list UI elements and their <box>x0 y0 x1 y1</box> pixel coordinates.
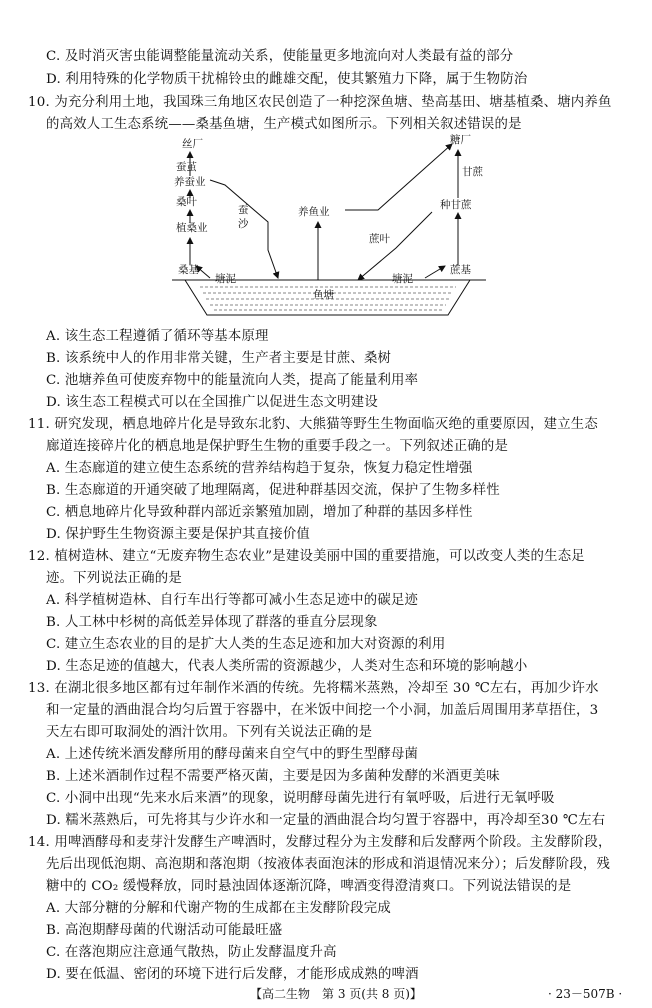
label-cane-farm: 种甘蔗 <box>440 199 472 211</box>
q10-option-b: B. 该系统中人的作用非常关键，生产者主要是甘蔗、桑树 <box>46 351 392 366</box>
q13-option-d: D. 糯米蒸熟后，可先将其与少许水和一定量的酒曲混合均匀置于容器中，再冷却至30 ℃左右 <box>46 813 606 828</box>
label-cocoon: 蚕茧 <box>176 161 197 173</box>
q11-option-d: D. 保护野生生物资源主要是保护其直接价值 <box>46 527 311 542</box>
q11-option-a: A. 生态廊道的建立使生态系统的营养结构趋于复杂，恢复力稳定性增强 <box>46 461 473 476</box>
label-sugar-factory: 糖厂 <box>450 134 471 146</box>
q14-stem-line-3: 糖中的 CO₂ 缓慢释放，同时悬浊固体逐渐沉降，啤酒变得澄清爽口。下列说法错误的是 <box>46 879 572 894</box>
q12-option-a: A. 科学植树造林、自行车出行等都可减小生态足迹中的碳足迹 <box>46 593 419 608</box>
label-silkworm-dung-1: 蚕 <box>238 204 249 216</box>
q10-stem-line-1: 10. 为充分利用土地，我国珠三角地区农民创造了一种挖深鱼塘、垫高基田、塘基植桑、塘内养鱼 <box>28 95 612 110</box>
q14-option-a: A. 大部分糖的分解和代谢产物的生成都在主发酵阶段完成 <box>46 901 391 916</box>
option-c-prev: C. 及时消灭害虫能调整能量流动关系，使能量更多地流向对人类最有益的部分 <box>46 49 514 64</box>
q11-stem-line-1: 11. 研究发现，栖息地碎片化是导致东北豹、大熊猫等野生生物面临灭绝的重要原因，建立生态 <box>28 417 598 432</box>
sangji-yutang-diagram <box>0 130 652 320</box>
label-cane-bank: 蔗基 <box>450 264 471 276</box>
q13-option-c: C. 小洞中出现“先来水后来酒”的现象，说明酵母菌先进行有氧呼吸，后进行无氧呼吸 <box>46 791 555 806</box>
q11-option-c: C. 栖息地碎片化导致种群内部近亲繁殖加剧，增加了种群的基因多样性 <box>46 505 473 520</box>
q12-option-d: D. 生态足迹的值越大，代表人类所需的资源越少，人类对生态和环境的影响越小 <box>46 659 528 674</box>
q12-option-c: C. 建立生态农业的目的是扩大人类的生态足迹和加大对资源的利用 <box>46 637 446 652</box>
q10-option-d: D. 该生态工程模式可以在全国推广以促进生态文明建设 <box>46 395 378 410</box>
q14-option-d: D. 要在低温、密闭的环境下进行后发酵，才能形成成熟的啤酒 <box>46 967 419 982</box>
q11-option-b: B. 生态廊道的开通突破了地理隔离，促进种群基因交流，保护了生物多样性 <box>46 483 500 498</box>
q12-stem-line-2: 迹。下列说法正确的是 <box>46 571 182 586</box>
label-mulberry-bank: 桑基 <box>178 264 199 276</box>
q14-option-c: C. 在落泡期应注意通气散热，防止发酵温度升高 <box>46 945 337 960</box>
label-sugarcane: 甘蔗 <box>462 166 483 178</box>
q10-stem-line-2: 的高效人工生态系统——桑基鱼塘，生产模式如图所示。下列相关叙述错误的是 <box>46 117 522 132</box>
q13-option-b: B. 上述米酒制作过程不需要严格灭菌，主要是因为多菌种发酵的米酒更美味 <box>46 769 500 784</box>
q13-stem-line-3: 天左右即可取洞处的酒汁饮用。下列有关说法正确的是 <box>46 725 373 740</box>
q10-option-a: A. 该生态工程遵循了循环等基本原理 <box>46 329 269 344</box>
label-fish-pond: 鱼塘 <box>313 289 334 301</box>
q13-option-a: A. 上述传统米酒发酵所用的酵母菌来自空气中的野生型酵母菌 <box>46 747 419 762</box>
q13-stem-line-1: 13. 在湖北很多地区都有过年制作米酒的传统。先将糯米蒸熟，冷却至 30 ℃左右，再加少许水 <box>28 681 599 696</box>
q12-option-b: B. 人工林中杉树的高低差异体现了群落的垂直分层现象 <box>46 615 378 630</box>
q13-stem-line-2: 和一定量的酒曲混合均匀后置于容器中，在米饭中间挖一个小洞，加盖后周围用茅草捂住，3 <box>46 703 599 718</box>
q14-stem-line-2: 先后出现低泡期、高泡期和落泡期（按液体表面泡沫的形成和消退情况来分）；后发酵阶段，残 <box>46 857 611 872</box>
label-fish-farm: 养鱼业 <box>298 206 330 218</box>
q11-stem-line-2: 廊道连接碎片化的栖息地是保护野生生物的重要手段之一。下列叙述正确的是 <box>46 439 509 454</box>
label-pond-mud-right: 塘泥 <box>392 273 413 285</box>
q14-stem-line-1: 14. 用啤酒酵母和麦芽汁发酵生产啤酒时，发酵过程分为主发酵和后发酵两个阶段。主发酵阶段， <box>28 835 612 850</box>
paper-code: · 23－507B · <box>548 987 623 1001</box>
q14-option-b: B. 高泡期酵母菌的代谢活动可能最旺盛 <box>46 923 283 938</box>
q12-stem-line-1: 12. 植树造林、建立“无废弃物生态农业”是建设美丽中国的重要措施，可以改变人类的生态足 <box>28 549 585 564</box>
q10-option-c: C. 池塘养鱼可使废弃物中的能量流向人类，提高了能量利用率 <box>46 373 419 388</box>
label-mulberry-leaf: 桑叶 <box>176 196 197 208</box>
label-mulberry-farm: 植桑业 <box>176 222 208 234</box>
page-footer: 【高二生物 第 3 页(共 8 页)】 <box>250 987 422 1001</box>
label-silkworm: 养蚕业 <box>174 176 206 188</box>
option-d-prev: D. 利用特殊的化学物质干扰棉铃虫的雌雄交配，使其繁殖力下降，属于生物防治 <box>46 72 528 87</box>
label-cane-leaf: 蔗叶 <box>369 233 390 245</box>
label-silk-factory: 丝厂 <box>182 138 203 150</box>
label-pond-mud-left: 塘泥 <box>215 273 236 285</box>
label-silkworm-dung-2: 沙 <box>238 218 249 230</box>
